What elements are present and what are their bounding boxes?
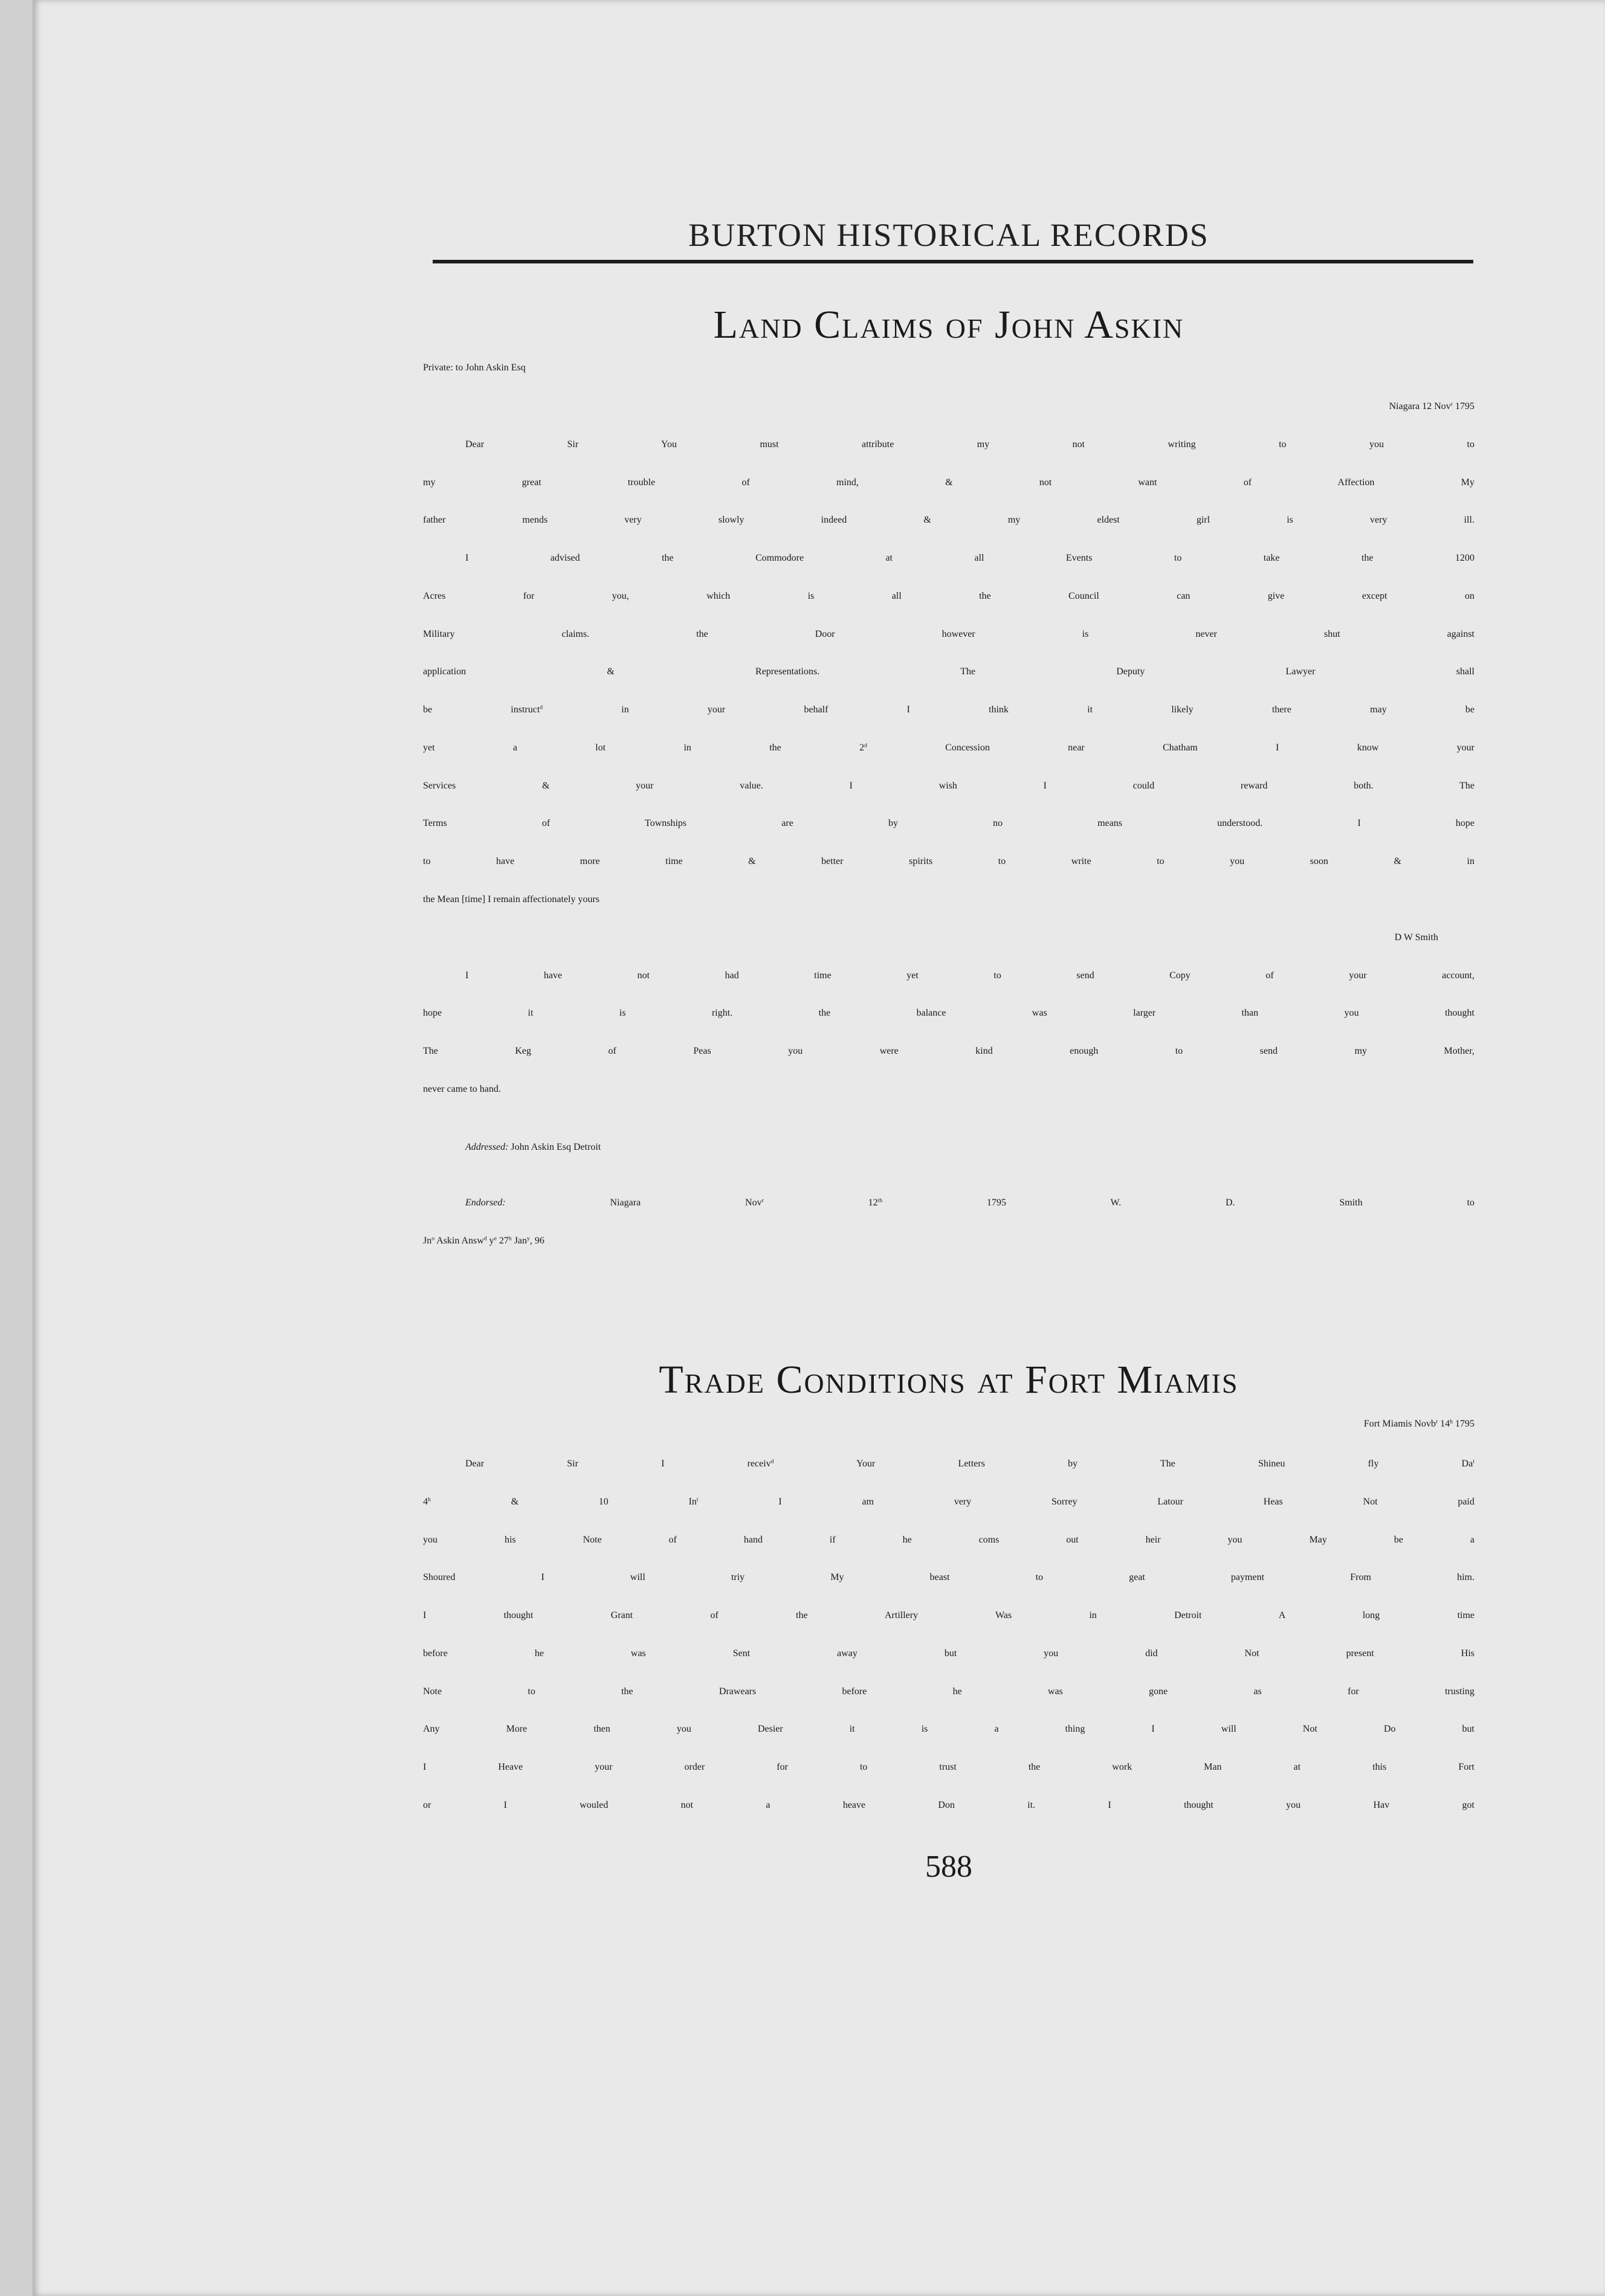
- body-line: Services & your value. I wish I could reward both. The: [423, 781, 1474, 791]
- header-rule: [433, 260, 1473, 263]
- postscript-line: I have not had time yet to send Copy of your account,: [465, 970, 1474, 981]
- body-line: the Mean [time] I remain affectionately yours: [423, 894, 600, 905]
- body-line: I thought Grant of the Artillery Was in Detroit A long time: [423, 1610, 1474, 1620]
- letter-date: Niagara 12 Nov$^r$ 1795: [1389, 401, 1474, 411]
- body-line: I advised the Commodore at all Events to take the 1200: [465, 553, 1474, 563]
- body-line: father mends very slowly indeed & my eldest girl is very ill.: [423, 515, 1474, 525]
- body-line: Note to the Drawears before he was gone as for trusting: [423, 1686, 1474, 1697]
- postscript-line: hope it is right. the balance was larger than you thought: [423, 1008, 1474, 1018]
- section-title-land-claims: Land Claims of John Askin: [713, 303, 1184, 347]
- body-line: or I wouled not a heave Don it. I thought you Hav got: [423, 1800, 1474, 1810]
- postscript-line: The Keg of Peas you were kind enough to send my Mother,: [423, 1046, 1474, 1056]
- body-line: Dear Sir I receiv$^d$ Your Letters by The Shineu fly Da$^t$: [465, 1458, 1474, 1469]
- body-line: application & Representations. The Deputy Lawyer shall: [423, 666, 1474, 677]
- body-line: Terms of Townships are by no means understood. I hope: [423, 818, 1474, 828]
- body-line: be instruct$^d$ in your behalf I think it likely there may be: [423, 704, 1475, 715]
- page-number: 588: [925, 1849, 972, 1884]
- signature: D W Smith: [1394, 932, 1438, 943]
- endorsed-line-2: Jn$^o$ Askin Answ$^d$ $y^e$ 27$^h$ Jan$^y$, 96: [423, 1235, 544, 1246]
- body-line: Acres for you, which is all the Council can give except on: [423, 591, 1474, 601]
- body-line: to have more time & better spirits to write to you soon & in: [423, 856, 1474, 866]
- letter-date: Fort Miamis Novb$^r$ 14$^h$ 1795: [1363, 1418, 1474, 1429]
- body-line: Military claims. the Door however is never shut against: [423, 629, 1474, 639]
- body-line: before he was Sent away but you did Not present His: [423, 1648, 1474, 1659]
- body-line: Dear Sir You must attribute my not writing to you to: [465, 439, 1474, 450]
- body-line: 4$^h$ & 10 In$^t$ I am very Sorrey Latour Heas Not paid: [423, 1496, 1474, 1507]
- endorsed-line: Endorsed: Niagara Nov$^r$ 12th 1795 W. D. Smith to: [465, 1197, 1475, 1208]
- postscript-line: never came to hand.: [423, 1084, 501, 1094]
- body-line: Shoured I will triy My beast to geat payment From him.: [423, 1572, 1474, 1582]
- running-head: BURTON HISTORICAL RECORDS: [688, 217, 1209, 253]
- body-line: yet a lot in the 2$^d$ Concession near Chatham I know your: [423, 742, 1475, 753]
- body-line: I Heave your order for to trust the work Man at this Fort: [423, 1762, 1474, 1772]
- section-title-trade-conditions: Trade Conditions at Fort Miamis: [659, 1358, 1239, 1402]
- addressed-line: Addressed: John Askin Esq Detroit: [465, 1142, 601, 1152]
- salutation-private: Private: to John Askin Esq: [423, 363, 526, 373]
- body-line: you his Note of hand if he coms out heir you May be a: [423, 1535, 1474, 1545]
- body-line: my great trouble of mind, & not want of Affection My: [423, 477, 1474, 488]
- body-line: Any More then you Desier it is a thing I will Not Do but: [423, 1724, 1474, 1734]
